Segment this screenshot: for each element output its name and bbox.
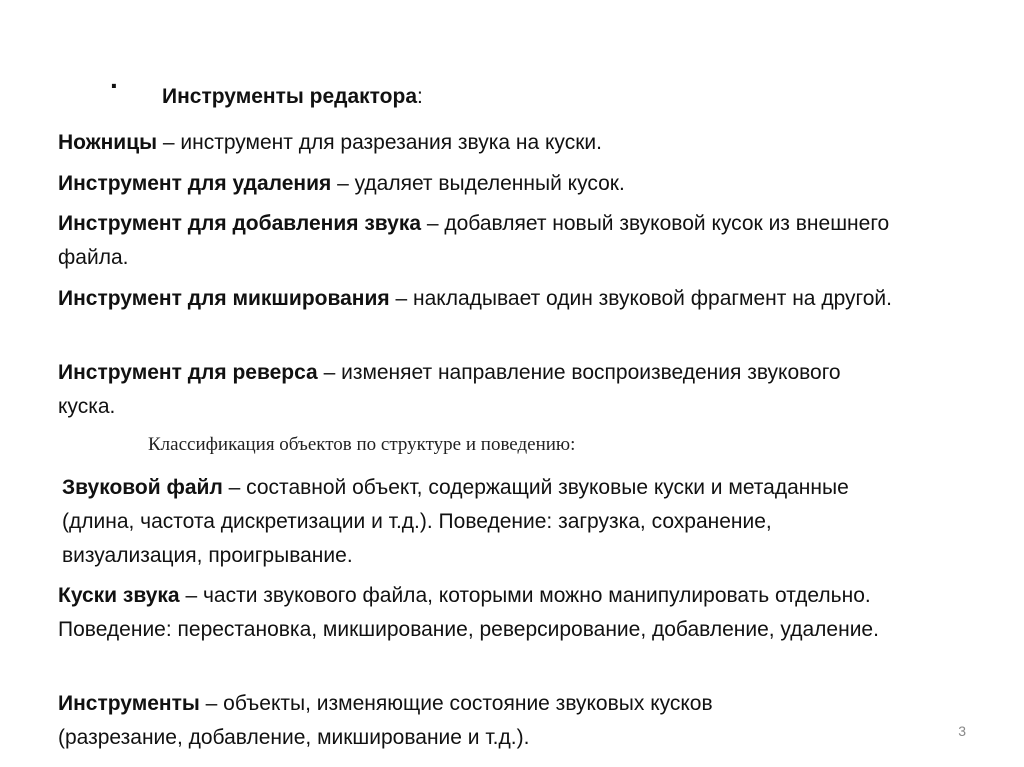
section-heading-colon: : [417,85,423,108]
object-item-sound-chunks [58,579,898,647]
object-item-tools [58,687,838,755]
tool-item-mix [58,282,958,316]
tool-term: Инструмент для добавления звука [58,212,422,235]
tool-item-reverse [58,356,878,424]
tool-term: Инструмент для реверса [58,361,318,384]
tool-term: Ножницы [58,131,158,154]
object-desc: – части звукового файла, которыми можно манипулировать отдельно. Поведение: перестановка, микширование, реверсирование, добавление, удаление. [58,584,879,641]
object-term: Куски звука [58,584,180,607]
object-item-sound-file [62,471,902,573]
section-heading-title: Инструменты редактора [162,85,418,108]
section-heading [162,84,423,110]
tool-term: Инструмент для удаления [58,172,332,195]
bullet-dot-icon: · [110,70,120,101]
tool-desc: – удаляет выделенный кусок. [331,172,625,195]
tool-item-scissors [58,126,958,160]
tool-item-add [58,207,938,275]
object-desc: – составной объект, содержащий звуковые куски и метаданные (длина, частота дискретизации и т.д.). Поведение: загрузка, сохранение, визуализация, проигрывание. [62,476,849,567]
object-desc: – объекты, изменяющие состояние звуковых кусков (разрезание, добавление, микширование и т.д.). [58,692,713,749]
tool-desc: – инструмент для разрезания звука на куски. [157,131,602,154]
tool-desc: – накладывает один звуковой фрагмент на другой. [389,287,892,310]
tool-item-delete [58,167,958,201]
object-term: Инструменты [58,692,200,715]
tool-desc: – изменяет направление воспроизведения звукового куска. [58,361,841,418]
page-number: 3 [958,723,966,739]
tool-term: Инструмент для микширования [58,287,390,310]
classification-heading: Классификация объектов по структуре и поведению: [148,434,576,455]
tool-desc: – добавляет новый звуковой кусок из внешнего файла. [58,212,890,269]
object-term: Звуковой файл [62,476,223,499]
